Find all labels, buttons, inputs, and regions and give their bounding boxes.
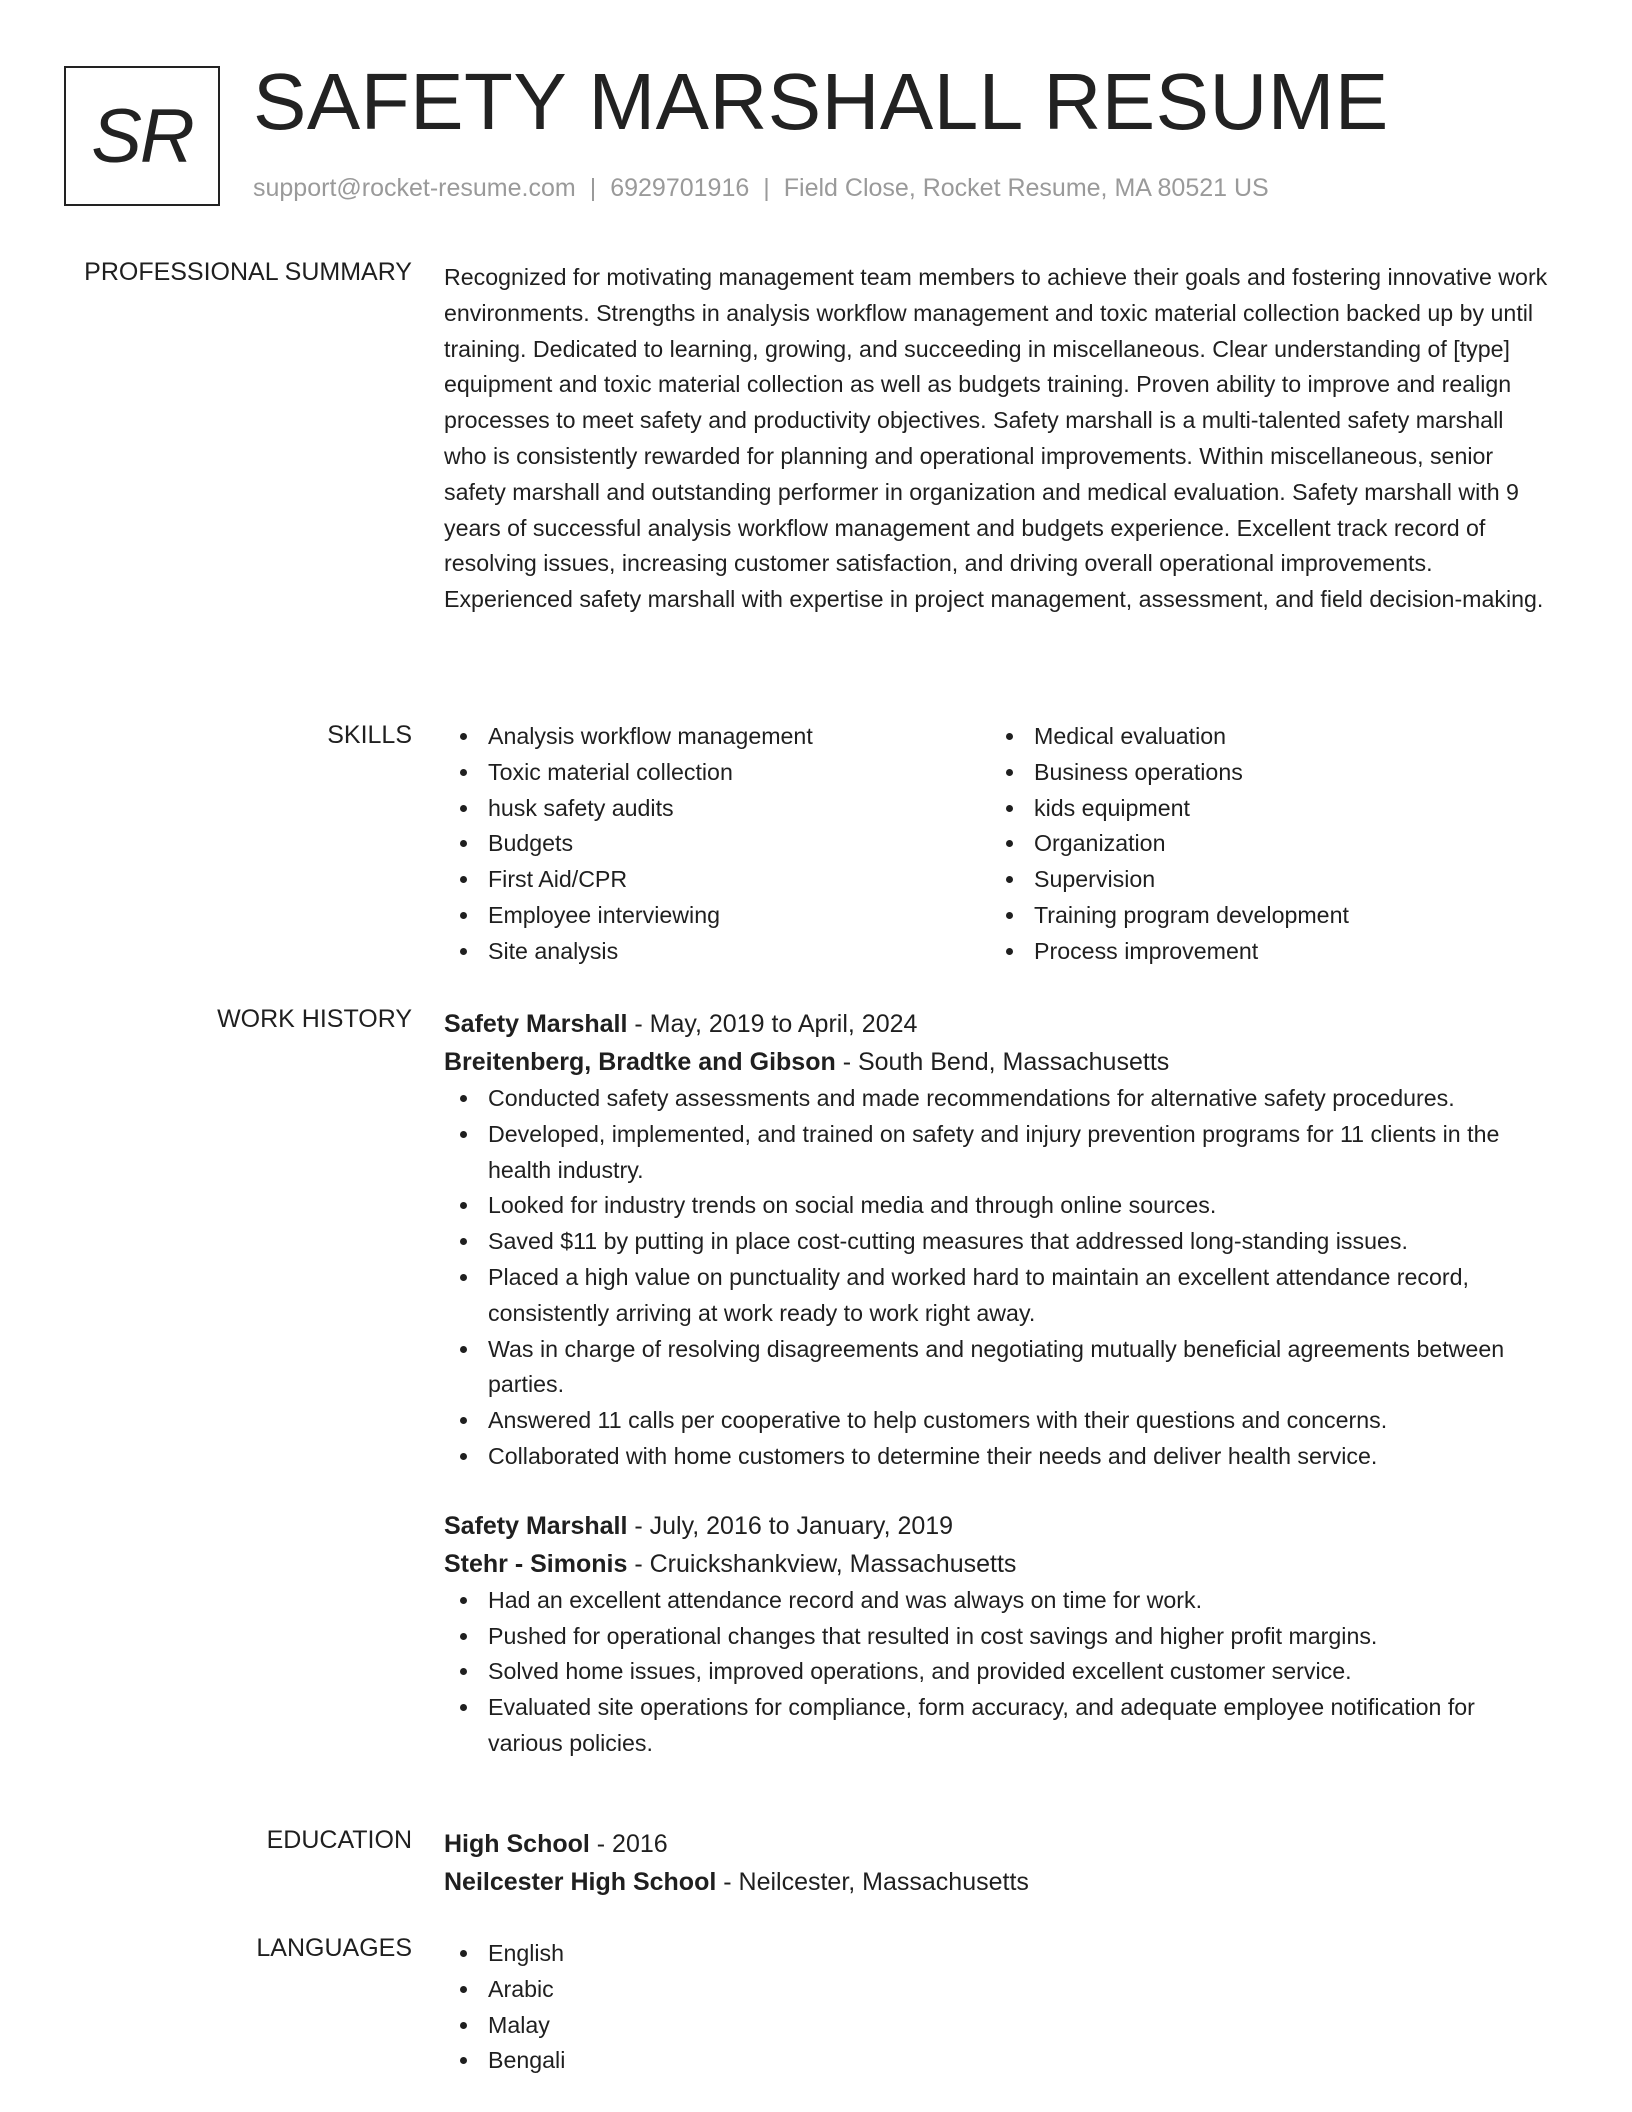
job-title-line xyxy=(444,1507,1552,1545)
education-location: - Neilcester, Massachusetts xyxy=(716,1868,1029,1896)
language-item: Malay xyxy=(444,2008,1552,2044)
skill-item: Analysis workflow management xyxy=(444,719,990,755)
job-duty: Had an excellent attendance record and was always on time for work. xyxy=(444,1583,1552,1619)
section-label-summary: PROFESSIONAL SUMMARY xyxy=(84,258,412,286)
skills-list-right xyxy=(990,719,1536,970)
skill-item: Site analysis xyxy=(444,934,990,970)
languages-list xyxy=(444,1936,1552,2079)
education-year: - 2016 xyxy=(589,1830,668,1858)
job-location: - South Bend, Massachusetts xyxy=(835,1048,1170,1076)
education-degree-line xyxy=(444,1825,1552,1863)
job-title: Safety Marshall xyxy=(444,1511,628,1540)
skill-item: kids equipment xyxy=(990,791,1536,827)
job-duty: Answered 11 calls per cooperative to help customers with their questions and concerns. xyxy=(444,1403,1552,1439)
job-duty: Evaluated site operations for compliance, form accuracy, and adequate employee notification for various policies. xyxy=(444,1690,1552,1762)
section-label-work-history: WORK HISTORY xyxy=(217,1005,412,1033)
job-duty: Pushed for operational changes that resulted in cost savings and higher profit margins. xyxy=(444,1619,1552,1655)
job-entry xyxy=(444,1507,1552,1762)
job-dates: - July, 2016 to January, 2019 xyxy=(627,1511,954,1540)
job-entry xyxy=(444,1005,1552,1475)
job-duty: Collaborated with home customers to determine their needs and deliver health service. xyxy=(444,1439,1552,1475)
skill-item: Training program development xyxy=(990,898,1536,934)
job-duty: Developed, implemented, and trained on safety and injury prevention programs for 11 clients in the health industry. xyxy=(444,1117,1552,1189)
contact-email[interactable]: support@rocket-resume.com xyxy=(253,174,576,202)
language-item: Arabic xyxy=(444,1972,1552,2008)
section-label-languages: LANGUAGES xyxy=(256,1934,412,1962)
contact-separator: | xyxy=(763,174,770,202)
skill-item: husk safety audits xyxy=(444,791,990,827)
skill-item: First Aid/CPR xyxy=(444,862,990,898)
job-company: Stehr - Simonis xyxy=(444,1549,628,1578)
education-school: Neilcester High School xyxy=(444,1868,717,1896)
monogram-logo: SR xyxy=(64,66,220,206)
contact-address: Field Close, Rocket Resume, MA 80521 US xyxy=(783,174,1269,202)
job-duty: Was in charge of resolving disagreements and negotiating mutually beneficial agreements between parties. xyxy=(444,1332,1552,1404)
job-duty: Looked for industry trends on social media and through online sources. xyxy=(444,1188,1552,1224)
job-duties-list xyxy=(444,1583,1552,1762)
job-company: Breitenberg, Bradtke and Gibson xyxy=(444,1048,836,1076)
job-location: - Cruickshankview, Massachusetts xyxy=(627,1549,1017,1578)
contact-separator: | xyxy=(589,174,597,202)
section-label-skills: SKILLS xyxy=(327,721,412,749)
job-duty: Conducted safety assessments and made recommendations for alternative safety procedures. xyxy=(444,1081,1552,1117)
job-dates: - May, 2019 to April, 2024 xyxy=(627,1010,918,1038)
skill-item: Medical evaluation xyxy=(990,719,1536,755)
language-item: English xyxy=(444,1936,1552,1972)
skill-item: Employee interviewing xyxy=(444,898,990,934)
education-school-line xyxy=(444,1863,1552,1901)
language-item: Bengali xyxy=(444,2043,1552,2079)
job-duty: Solved home issues, improved operations, and provided excellent customer service. xyxy=(444,1654,1552,1690)
job-title: Safety Marshall xyxy=(444,1010,628,1038)
job-title-line xyxy=(444,1005,1552,1043)
job-duties-list xyxy=(444,1081,1552,1475)
section-label-education: EDUCATION xyxy=(266,1826,412,1854)
skill-item: Toxic material collection xyxy=(444,755,990,791)
contact-line xyxy=(253,174,1269,203)
skill-item: Process improvement xyxy=(990,934,1536,970)
job-company-line xyxy=(444,1043,1552,1081)
education-degree: High School xyxy=(444,1830,590,1858)
skill-item: Budgets xyxy=(444,826,990,862)
skill-item: Business operations xyxy=(990,755,1536,791)
skill-item: Supervision xyxy=(990,862,1536,898)
summary-text: Recognized for motivating management team members to achieve their goals and fostering innovative work environments. Strengths in analysis workflow management and toxic material collection backed up by until training. Dedicated to learning, growing, and succeeding in miscellaneous. Clear understanding of [type] equipment and toxic material collection as well as budgets training. Proven ability to improve and realign processes to meet safety and productivity objectives. Safety marshall is a multi-talented safety marshall who is consistently rewarded for planning and operational improvements. Within miscellaneous, senior safety marshall and outstanding performer in organization and medical evaluation. Safety marshall with 9 years of successful analysis workflow management and budgets experience. Excellent track record of resolving issues, increasing customer satisfaction, and driving overall operational improvements. Experienced safety marshall with expertise in project management, assessment, and field decision-making. xyxy=(444,264,1548,613)
job-duty: Saved $11 by putting in place cost-cutting measures that addressed long-standing issues. xyxy=(444,1224,1552,1260)
skills-list-left xyxy=(444,719,990,970)
job-duty: Placed a high value on punctuality and worked hard to maintain an excellent attendance record, consistently arriving at work ready to work right away. xyxy=(444,1260,1552,1332)
resume-title: SAFETY MARSHALL RESUME xyxy=(253,57,1389,146)
skill-item: Organization xyxy=(990,826,1536,862)
job-company-line xyxy=(444,1545,1552,1583)
contact-phone: 6929701916 xyxy=(610,174,750,202)
